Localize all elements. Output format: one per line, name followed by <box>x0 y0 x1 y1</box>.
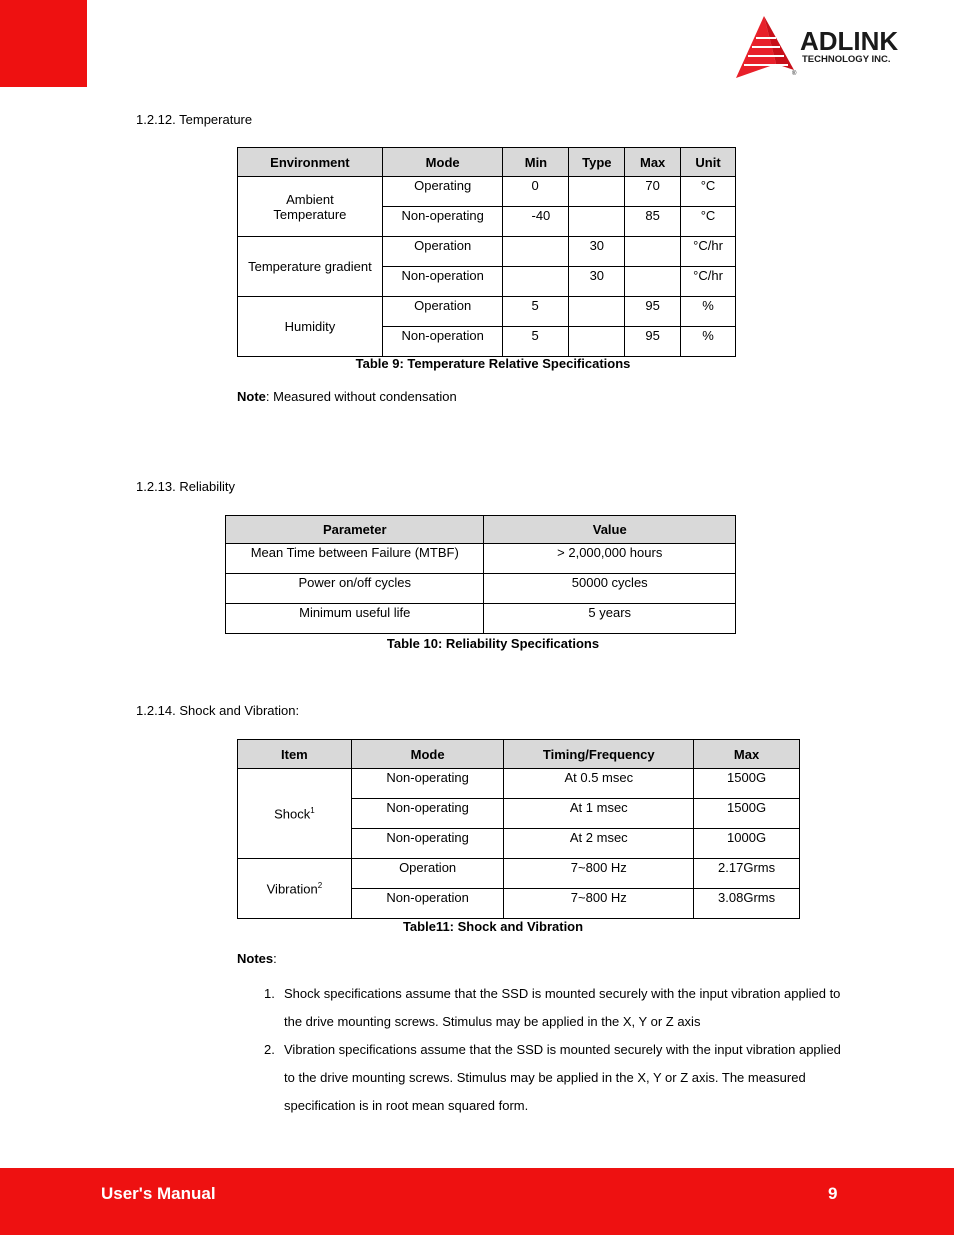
min-cell: 0 <box>503 177 569 207</box>
type-cell <box>569 297 625 327</box>
list-item <box>264 1036 849 1120</box>
col-header: Item <box>238 740 352 769</box>
max-cell: 95 <box>625 327 681 357</box>
table-row <box>238 237 736 267</box>
svg-text:TECHNOLOGY INC.: TECHNOLOGY INC. <box>802 54 891 65</box>
type-cell <box>569 207 625 237</box>
env-cell: Temperature gradient <box>238 237 383 297</box>
table-row <box>226 574 736 604</box>
mode-cell: Non-operation <box>351 889 504 919</box>
list-item <box>264 980 849 1036</box>
table-row <box>238 769 800 799</box>
type-cell <box>569 177 625 207</box>
list-number: 1. <box>264 986 275 1001</box>
type-cell: 30 <box>569 267 625 297</box>
min-cell: -40 <box>503 207 569 237</box>
unit-cell: °C <box>681 177 736 207</box>
max-cell <box>625 237 681 267</box>
max-cell: 1500G <box>694 769 800 799</box>
item-cell-vibration <box>238 859 352 919</box>
table-caption: Table 10: Reliability Specifications <box>386 636 600 651</box>
col-header: Mode <box>351 740 504 769</box>
logo-triangle-icon <box>736 16 794 78</box>
max-cell: 70 <box>625 177 681 207</box>
vibration-label: Vibration <box>266 881 318 897</box>
unit-cell: °C <box>681 207 736 237</box>
temperature-note <box>237 389 457 404</box>
svg-text:ADLINK: ADLINK <box>800 26 899 56</box>
min-cell <box>503 237 569 267</box>
timing-cell: At 1 msec <box>504 799 694 829</box>
value-cell: 5 years <box>484 604 736 634</box>
table-row <box>226 604 736 634</box>
unit-cell: % <box>681 297 736 327</box>
mode-cell: Operation <box>382 237 503 267</box>
timing-cell: 7~800 Hz <box>504 889 694 919</box>
mode-cell: Non-operating <box>351 799 504 829</box>
col-header: Value <box>484 516 736 544</box>
env-cell: Ambient Temperature <box>238 177 383 237</box>
col-header: Type <box>569 148 625 177</box>
col-header: Parameter <box>226 516 484 544</box>
notes-list <box>264 980 849 1120</box>
value-cell: > 2,000,000 hours <box>484 544 736 574</box>
timing-cell: At 0.5 msec <box>504 769 694 799</box>
reliability-table <box>225 515 736 634</box>
col-header: Timing/Frequency <box>504 740 694 769</box>
table-header-row <box>238 148 736 177</box>
col-header: Unit <box>681 148 736 177</box>
param-cell: Minimum useful life <box>226 604 484 634</box>
min-cell: 5 <box>503 297 569 327</box>
col-header: Environment <box>238 148 383 177</box>
table-row <box>238 297 736 327</box>
table-row <box>226 544 736 574</box>
mode-cell: Non-operation <box>382 327 503 357</box>
list-text: Shock specifications assume that the SSD is mounted securely with the input vibration applied to the drive mounting screws. Stimulus may be applied in the X, Y or Z axis <box>284 986 841 1029</box>
max-cell: 2.17Grms <box>694 859 800 889</box>
mode-cell: Non-operating <box>351 769 504 799</box>
footnote-mark: 2 <box>317 880 323 890</box>
shock-label: Shock <box>274 806 311 822</box>
max-cell: 1500G <box>694 799 800 829</box>
min-cell: 5 <box>503 327 569 357</box>
col-header: Max <box>625 148 681 177</box>
corner-red-block <box>0 0 87 87</box>
value-cell: 50000 cycles <box>484 574 736 604</box>
type-cell <box>569 327 625 357</box>
section-heading-reliability: 1.2.13. Reliability <box>136 479 235 494</box>
table-row <box>238 177 736 207</box>
page-number: 9 <box>828 1184 838 1203</box>
min-cell <box>503 267 569 297</box>
note-label: Note <box>237 389 266 404</box>
mode-cell: Non-operating <box>351 829 504 859</box>
unit-cell: °C/hr <box>681 267 736 297</box>
col-header: Max <box>694 740 800 769</box>
max-cell: 95 <box>625 297 681 327</box>
max-cell <box>625 267 681 297</box>
footer-title: User's Manual <box>101 1184 216 1203</box>
max-cell: 3.08Grms <box>694 889 800 919</box>
timing-cell: 7~800 Hz <box>504 859 694 889</box>
adlink-logo <box>732 14 942 80</box>
type-cell: 30 <box>569 237 625 267</box>
col-header: Mode <box>382 148 503 177</box>
table-caption: Table11: Shock and Vibration <box>402 919 584 934</box>
shock-notes-heading: Notes: <box>237 951 277 966</box>
note-text: : Measured without condensation <box>265 389 457 404</box>
max-cell: 85 <box>625 207 681 237</box>
max-cell: 1000G <box>694 829 800 859</box>
mode-cell: Operating <box>382 177 503 207</box>
list-number: 2. <box>264 1042 275 1057</box>
col-header: Min <box>503 148 569 177</box>
mode-cell: Operation <box>382 297 503 327</box>
table-caption: Table 9: Temperature Relative Specifications <box>355 356 631 371</box>
mode-cell: Non-operation <box>382 267 503 297</box>
unit-cell: °C/hr <box>681 237 736 267</box>
section-heading-shock: 1.2.14. Shock and Vibration: <box>136 703 300 718</box>
table-header-row <box>226 516 736 544</box>
unit-cell: % <box>681 327 736 357</box>
notes-label: Notes <box>237 951 274 966</box>
mode-cell: Non-operating <box>382 207 503 237</box>
table-header-row <box>238 740 800 769</box>
table-row <box>238 859 800 889</box>
temperature-table <box>237 147 736 357</box>
list-text: Vibration specifications assume that the SSD is mounted securely with the input vibration applied to the drive mounting screws. Stimulus may be applied in the X, Y or Z axis. The measured specification is in root mean squared form. <box>284 1042 841 1113</box>
section-heading-temperature: 1.2.12. Temperature <box>136 112 253 127</box>
env-cell: Humidity <box>238 297 383 357</box>
param-cell: Mean Time between Failure (MTBF) <box>226 544 484 574</box>
param-cell: Power on/off cycles <box>226 574 484 604</box>
mode-cell: Operation <box>351 859 504 889</box>
timing-cell: At 2 msec <box>504 829 694 859</box>
shock-vibration-table <box>237 739 800 919</box>
svg-text:®: ® <box>792 71 797 77</box>
page-footer <box>0 1168 954 1235</box>
footnote-mark: 1 <box>310 805 315 815</box>
item-cell-shock <box>238 769 352 859</box>
